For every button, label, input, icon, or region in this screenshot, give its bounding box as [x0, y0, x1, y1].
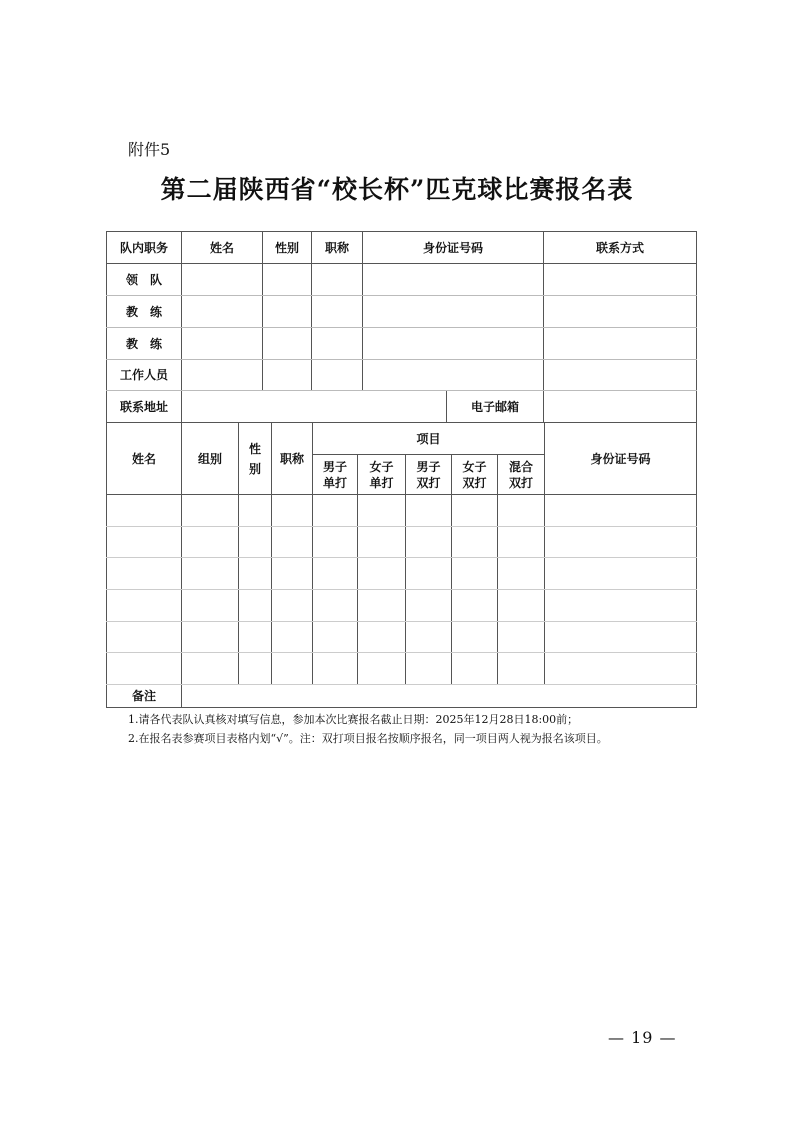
- entry-cell[interactable]: [182, 495, 239, 527]
- entry-cell[interactable]: [452, 590, 498, 622]
- header-name: 姓名: [182, 232, 263, 264]
- entry-cell[interactable]: [545, 590, 697, 622]
- email-field[interactable]: [544, 391, 697, 423]
- table-row: [107, 328, 697, 360]
- id-cell[interactable]: [363, 328, 544, 360]
- entry-cell[interactable]: [406, 590, 452, 622]
- entry-cell[interactable]: [272, 622, 313, 653]
- header-id-number: 身份证号码: [363, 232, 544, 264]
- title-cell[interactable]: [312, 328, 363, 360]
- name-cell[interactable]: [182, 328, 263, 360]
- entry-cell[interactable]: [182, 527, 239, 558]
- entry-cell[interactable]: [313, 590, 358, 622]
- entry-cell[interactable]: [239, 622, 272, 653]
- gender-cell[interactable]: [263, 264, 312, 296]
- event-header-mens-singles: 男子 单打: [313, 455, 358, 495]
- entry-cell[interactable]: [239, 495, 272, 527]
- remark-row: [107, 685, 697, 708]
- entry-cell[interactable]: [406, 495, 452, 527]
- gender-cell[interactable]: [263, 328, 312, 360]
- entry-cell[interactable]: [272, 495, 313, 527]
- table-row: [107, 495, 697, 527]
- entry-cell[interactable]: [313, 527, 358, 558]
- staff-table: [106, 231, 697, 423]
- header-gender: 性别: [263, 232, 312, 264]
- entry-cell[interactable]: [107, 527, 182, 558]
- address-row: [107, 391, 697, 423]
- entry-cell[interactable]: [107, 653, 182, 685]
- role-cell: 领 队: [107, 264, 182, 296]
- entry-cell[interactable]: [545, 527, 697, 558]
- entry-cell[interactable]: [545, 558, 697, 590]
- entry-cell[interactable]: [107, 495, 182, 527]
- entry-cell[interactable]: [272, 590, 313, 622]
- entry-cell[interactable]: [358, 495, 406, 527]
- annex-label: 附件5: [128, 140, 171, 159]
- entry-cell[interactable]: [452, 527, 498, 558]
- role-cell: 教 练: [107, 296, 182, 328]
- entry-cell[interactable]: [239, 653, 272, 685]
- header-role: 队内职务: [107, 232, 182, 264]
- entry-cell[interactable]: [272, 527, 313, 558]
- entry-cell[interactable]: [452, 622, 498, 653]
- entry-cell[interactable]: [313, 495, 358, 527]
- table-row: [107, 360, 697, 391]
- name-cell[interactable]: [182, 296, 263, 328]
- table-row: [107, 653, 697, 685]
- role-cell: 工作人员: [107, 360, 182, 391]
- player-table: [106, 422, 697, 708]
- entry-cell[interactable]: [406, 558, 452, 590]
- entry-cell[interactable]: [182, 558, 239, 590]
- header-id-number: 身份证号码: [545, 423, 697, 495]
- note-line: 2.在报名表参赛项目表格内划“√”。注：双打项目报名按顺序报名，同一项目两人视为报名该项目。: [128, 732, 608, 745]
- entry-cell[interactable]: [313, 653, 358, 685]
- entry-cell[interactable]: [498, 590, 545, 622]
- entry-cell[interactable]: [406, 653, 452, 685]
- entry-cell[interactable]: [239, 527, 272, 558]
- id-cell[interactable]: [363, 264, 544, 296]
- entry-cell[interactable]: [452, 495, 498, 527]
- table-row: [107, 622, 697, 653]
- entry-cell[interactable]: [107, 622, 182, 653]
- entry-cell[interactable]: [545, 653, 697, 685]
- entry-cell[interactable]: [182, 622, 239, 653]
- table-row: [107, 558, 697, 590]
- page-number: — 19 —: [608, 1028, 677, 1047]
- entry-cell[interactable]: [358, 527, 406, 558]
- entry-cell[interactable]: [239, 558, 272, 590]
- entry-cell[interactable]: [498, 527, 545, 558]
- contact-cell[interactable]: [544, 328, 697, 360]
- entry-cell[interactable]: [272, 558, 313, 590]
- role-cell: 教 练: [107, 328, 182, 360]
- entry-cell[interactable]: [406, 527, 452, 558]
- table-row: [107, 527, 697, 558]
- header-title: 职称: [272, 423, 313, 495]
- id-cell[interactable]: [363, 360, 544, 391]
- title-cell[interactable]: [312, 360, 363, 391]
- title-cell[interactable]: [312, 296, 363, 328]
- entry-cell[interactable]: [498, 558, 545, 590]
- contact-cell[interactable]: [544, 360, 697, 391]
- entry-cell[interactable]: [313, 558, 358, 590]
- entry-cell[interactable]: [498, 622, 545, 653]
- entry-cell[interactable]: [545, 495, 697, 527]
- entry-cell[interactable]: [358, 590, 406, 622]
- entry-cell[interactable]: [313, 622, 358, 653]
- contact-cell[interactable]: [544, 264, 697, 296]
- entry-cell[interactable]: [182, 590, 239, 622]
- address-field[interactable]: [182, 391, 447, 423]
- form-notes: [128, 710, 608, 748]
- entry-cell[interactable]: [107, 590, 182, 622]
- gender-cell[interactable]: [263, 296, 312, 328]
- header-contact: 联系方式: [544, 232, 697, 264]
- entry-cell[interactable]: [239, 590, 272, 622]
- address-label: 联系地址: [107, 391, 182, 423]
- entry-cell[interactable]: [452, 558, 498, 590]
- name-cell[interactable]: [182, 264, 263, 296]
- table-row: [107, 296, 697, 328]
- entry-cell[interactable]: [358, 653, 406, 685]
- header-events: 项目: [313, 423, 545, 455]
- entry-cell[interactable]: [498, 653, 545, 685]
- entry-cell[interactable]: [452, 653, 498, 685]
- entry-cell[interactable]: [358, 622, 406, 653]
- name-cell[interactable]: [182, 360, 263, 391]
- entry-cell[interactable]: [406, 622, 452, 653]
- gender-cell[interactable]: [263, 360, 312, 391]
- header-title: 职称: [312, 232, 363, 264]
- entry-cell[interactable]: [498, 495, 545, 527]
- event-header-mens-doubles: 男子 双打: [406, 455, 452, 495]
- entry-cell[interactable]: [182, 653, 239, 685]
- header-gender: 性 别: [239, 423, 272, 495]
- entry-cell[interactable]: [545, 622, 697, 653]
- entry-cell[interactable]: [272, 653, 313, 685]
- event-header-womens-singles: 女子 单打: [358, 455, 406, 495]
- table-row: [107, 590, 697, 622]
- remark-label: 备注: [107, 685, 182, 708]
- table-row: [107, 264, 697, 296]
- entry-cell[interactable]: [358, 558, 406, 590]
- note-line: 1.请各代表队认真核对填写信息，参加本次比赛报名截止日期：2025年12月28日18:00前；: [128, 713, 579, 726]
- event-header-mixed-doubles: 混合 双打: [498, 455, 545, 495]
- contact-cell[interactable]: [544, 296, 697, 328]
- title-cell[interactable]: [312, 264, 363, 296]
- email-label: 电子邮箱: [447, 391, 544, 423]
- id-cell[interactable]: [363, 296, 544, 328]
- remark-field[interactable]: [182, 685, 697, 708]
- entry-cell[interactable]: [107, 558, 182, 590]
- form-title: 第二届陕西省“校长杯”匹克球比赛报名表: [160, 175, 634, 204]
- header-name: 姓名: [107, 423, 182, 495]
- event-header-womens-doubles: 女子 双打: [452, 455, 498, 495]
- header-group: 组别: [182, 423, 239, 495]
